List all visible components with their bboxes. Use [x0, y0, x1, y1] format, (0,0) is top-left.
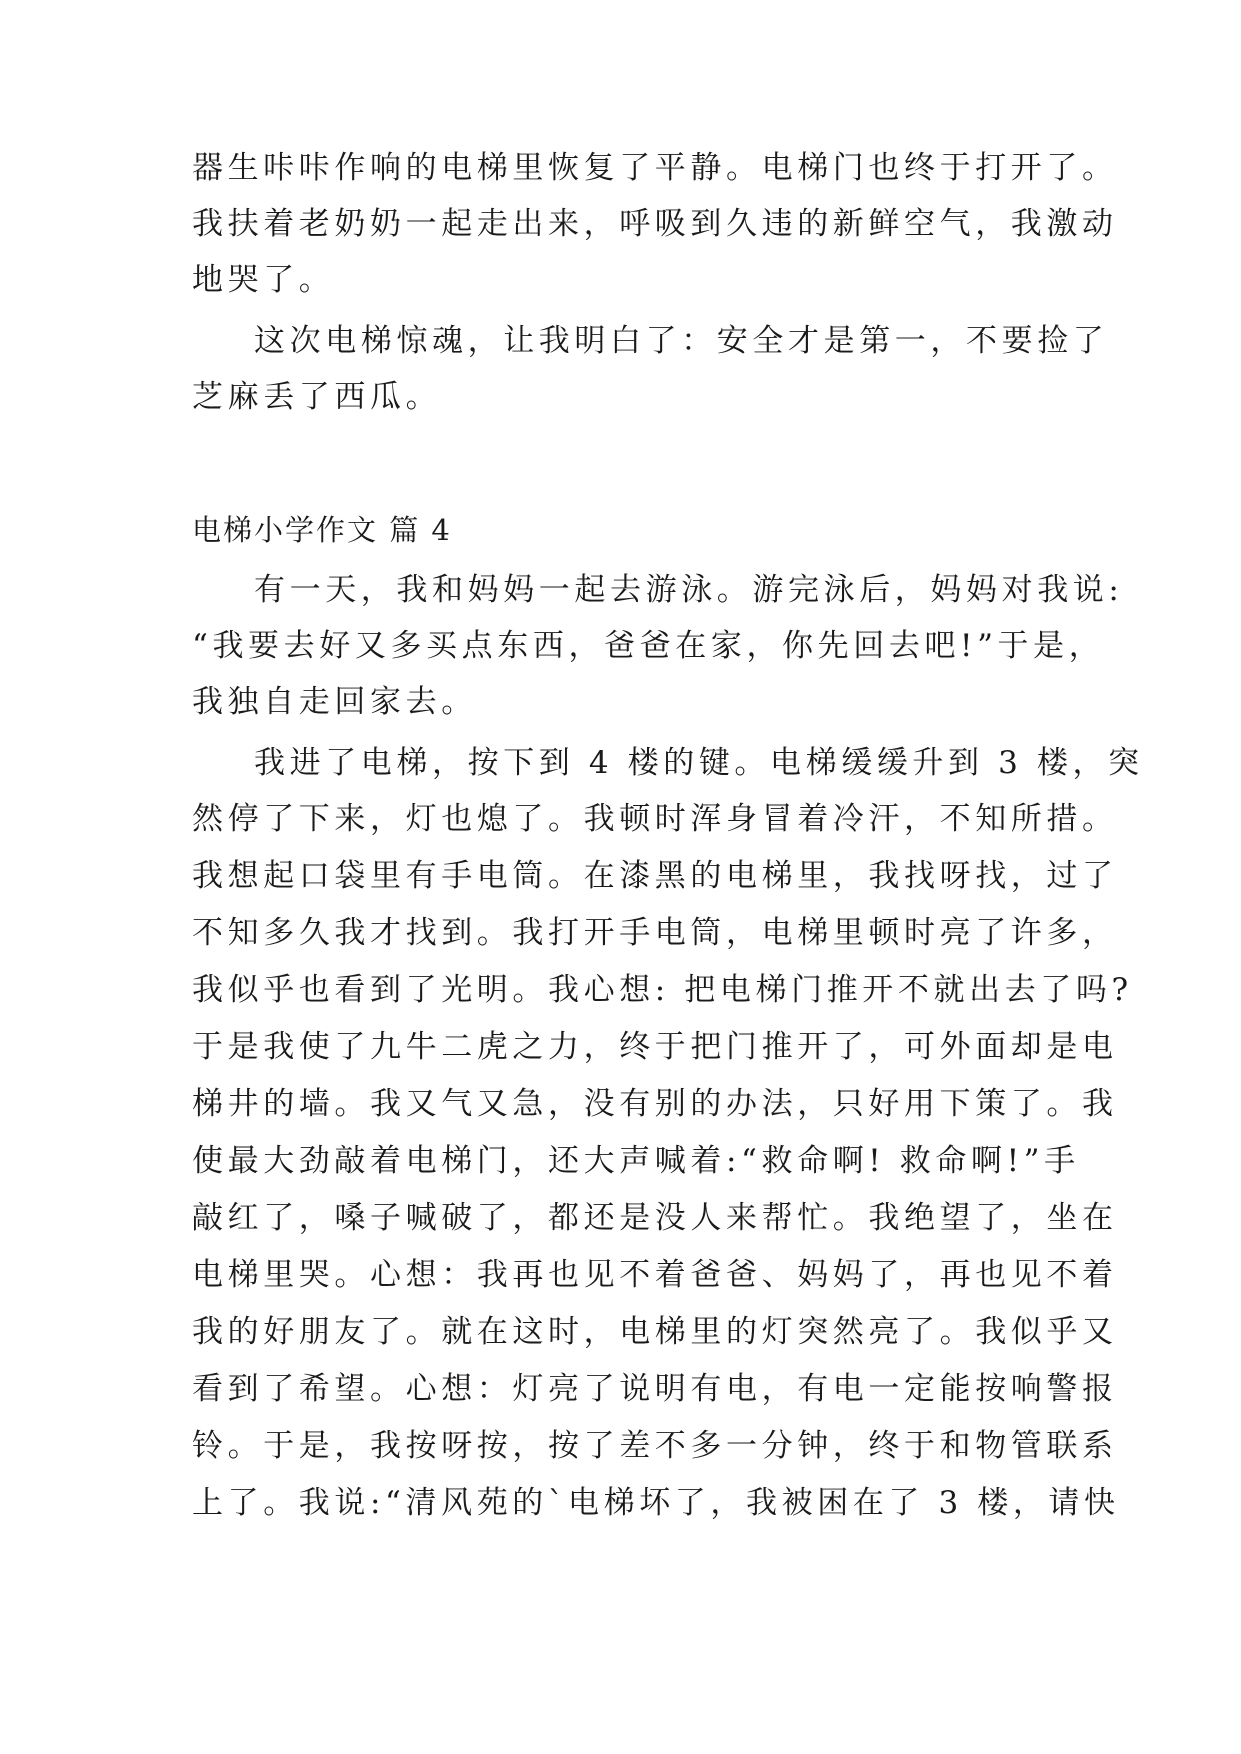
paragraph-line: 我似乎也看到了光明。我心想: 把电梯门推开不就出去了吗?: [192, 972, 1133, 1008]
paragraph-line: 铃。于是，我按呀按，按了差不多一分钟，终于和物管联系: [192, 1428, 1118, 1464]
section-heading: 电梯小学作文 篇 4: [192, 513, 452, 547]
paragraph-line: 芝麻丢了西瓜。: [192, 379, 442, 415]
paragraph-line: 看到了希望。心想：灯亮了说明有电，有电一定能按响警报: [192, 1371, 1118, 1407]
paragraph-line: 这次电梯惊魂，让我明白了：安全才是第一，不要捡了: [254, 323, 1109, 359]
paragraph-line: 器生咔咔作响的电梯里恢复了平静。电梯门也终于打开了。: [192, 150, 1118, 186]
paragraph-line: “我要去好又多买点东西，爸爸在家，你先回去吧!”于是，: [192, 628, 1105, 664]
paragraph-line: 电梯里哭。心想：我再也见不着爸爸、妈妈了，再也见不着: [192, 1257, 1118, 1293]
paragraph-line: 梯井的墙。我又气又急，没有别的办法，只好用下策了。我: [192, 1086, 1118, 1122]
paragraph-line: 我扶着老奶奶一起走出来，呼吸到久违的新鲜空气，我激动: [192, 206, 1118, 242]
paragraph-line: 我进了电梯，按下到 4 楼的键。电梯缓缓升到 3 楼，突: [254, 745, 1144, 781]
paragraph-line: 于是我使了九牛二虎之力，终于把门推开了，可外面却是电: [192, 1029, 1118, 1065]
paragraph-line: 敲红了，嗓子喊破了，都还是没人来帮忙。我绝望了，坐在: [192, 1200, 1118, 1236]
paragraph-line: 然停了下来，灯也熄了。我顿时浑身冒着冷汗，不知所措。: [192, 801, 1118, 837]
paragraph-line: 地哭了。: [192, 262, 335, 298]
paragraph-line: 不知多久我才找到。我打开手电筒，电梯里顿时亮了许多，: [192, 915, 1118, 951]
paragraph-line: 上了。我说:“清风苑的`电梯坏了，我被困在了 3 楼，请快: [192, 1485, 1120, 1521]
paragraph-line: 我想起口袋里有手电筒。在漆黑的电梯里，我找呀找，过了: [192, 858, 1118, 894]
paragraph-line: 我独自走回家去。: [192, 684, 477, 720]
paragraph-line: 使最大劲敲着电梯门，还大声喊着:“救命啊! 救命啊!”手: [192, 1143, 1080, 1179]
paragraph-line: 我的好朋友了。就在这时，电梯里的灯突然亮了。我似乎又: [192, 1314, 1118, 1350]
paragraph-line: 有一天，我和妈妈一起去游泳。游完泳后，妈妈对我说:: [254, 572, 1124, 608]
